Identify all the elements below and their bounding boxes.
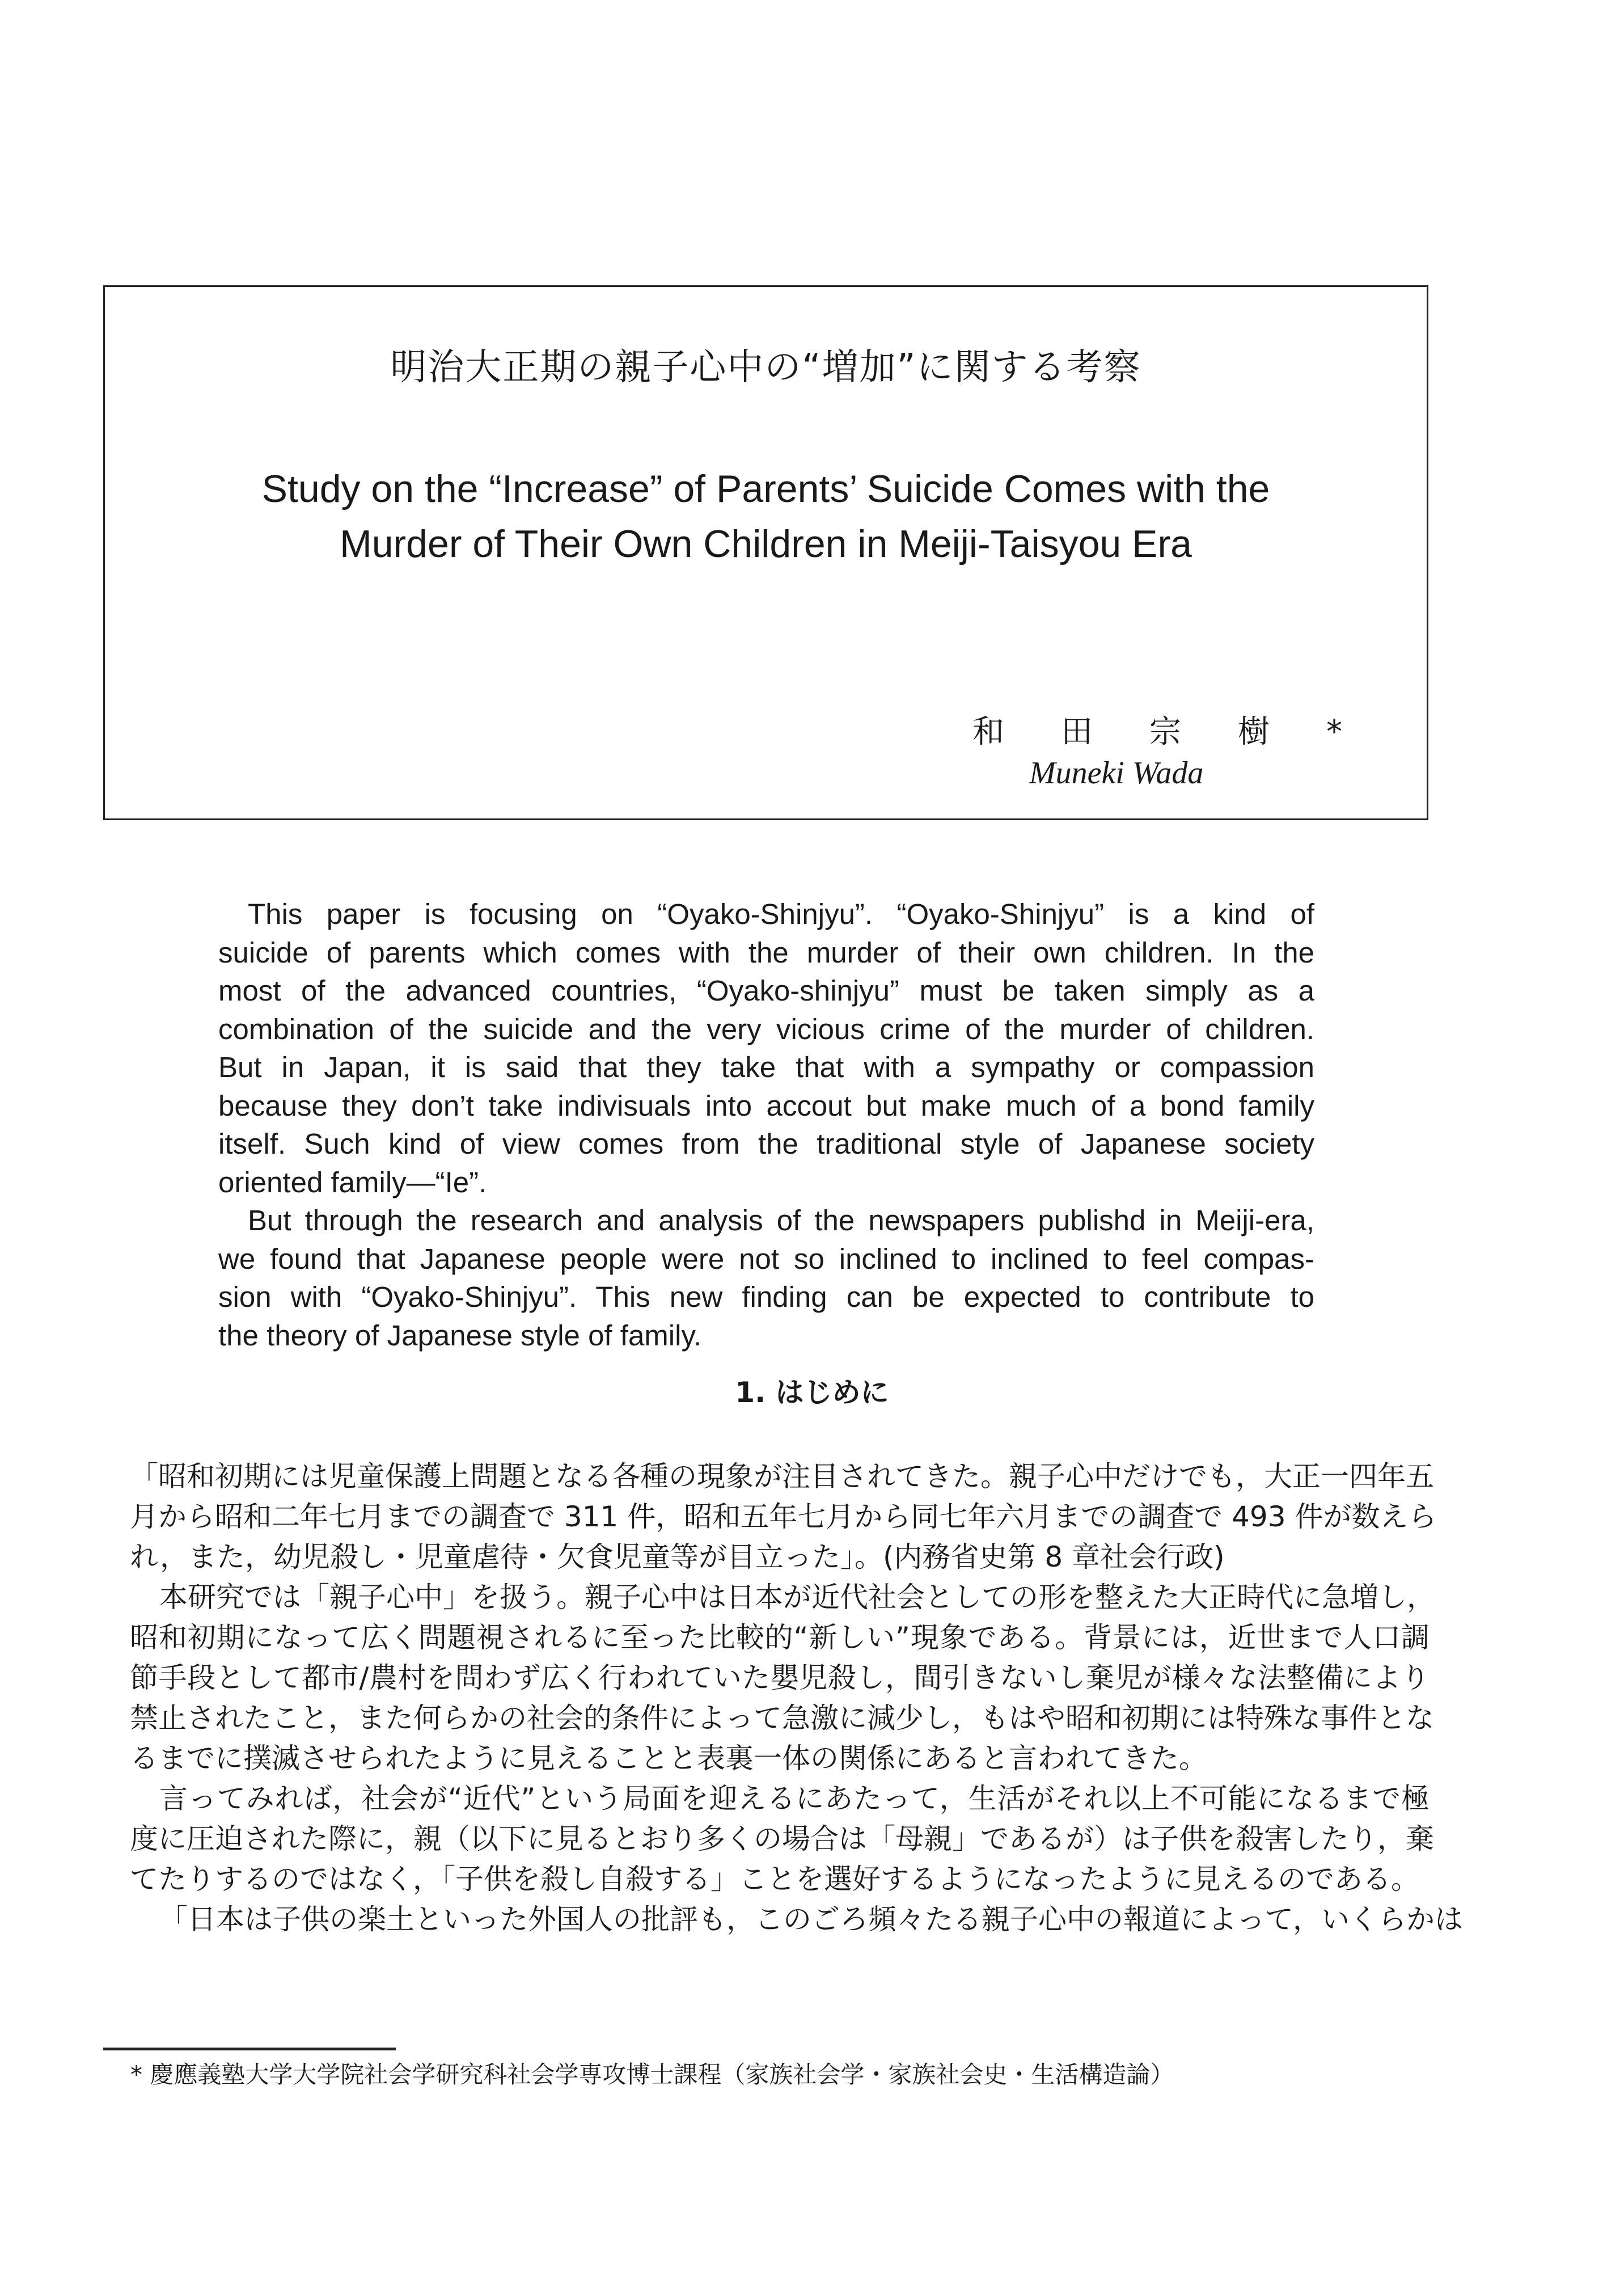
text-line: This paper is focusing on “Oyako-Shinjyu”. “Oyako-Shinjyu” is a kind of — [248, 898, 1314, 930]
text-line: But in Japan, it is said that they take that with a sympathy or compassion — [218, 1051, 1314, 1083]
text-line: 度に圧迫された際に，親（以下に見るとおり多くの場合は「母親」であるが）は子供を殺害したり，棄 — [130, 1822, 1434, 1855]
text-line: るまでに撲滅させられたように見えることと表裏一体の関係にあると言われてきた。 — [130, 1742, 1207, 1775]
title-english-line: Murder of Their Own Children in Meiji-Taisyou Era — [340, 522, 1192, 565]
footnote-divider — [103, 2048, 396, 2050]
text-line: we found that Japanese people were not so inclined to inclined to feel compas- — [218, 1242, 1314, 1275]
text-line: oriented family—“Ie”. — [218, 1166, 487, 1198]
text-line: sion with “Oyako-Shinjyu”. This new finding can be expected to contribute to — [218, 1281, 1314, 1313]
text-line: suicide of parents which comes with the murder of their own children. In the — [218, 936, 1314, 969]
text-line: the theory of Japanese style of family. — [218, 1319, 702, 1352]
text-line: 本研究では「親子心中」を扱う。親子心中は日本が近代社会としての形を整えた大正時代に急増し， — [159, 1581, 1435, 1614]
text-line: 節手段として都市/農村を問わず広く行われていた嬰児殺し，間引きないし棄児が様々な法整備により — [130, 1661, 1430, 1694]
section-heading: 1. はじめに — [735, 1376, 889, 1409]
author-japanese: 和田宗樹* — [972, 714, 1399, 750]
text-line: combination of the suicide and the very vicious crime of the murder of children. — [218, 1012, 1314, 1045]
text-line: てたりするのではなく，「子供を殺し自殺する」ことを選好するようになったように見えるのである。 — [130, 1863, 1419, 1896]
title-english-line: Study on the “Increase” of Parents’ Suicide Comes with the — [261, 467, 1270, 510]
text-line: 月から昭和二年七月までの調査で 311 件，昭和五年七月から同七年六月までの調査で 493 件が数えら — [130, 1500, 1437, 1533]
body-text — [130, 1457, 1463, 1940]
text-line: 言ってみれば，社会が“近代”という局面を迎えるにあたって，生活がそれ以上不可能になるまで極 — [159, 1782, 1430, 1815]
abstract — [218, 895, 1314, 1354]
text-line: most of the advanced countries, “Oyako-shinjyu” must be taken simply as a — [218, 974, 1314, 1007]
author-english: Muneki Wada — [1029, 756, 1204, 791]
footnote: * 慶應義塾大学大学院社会学研究科社会学専攻博士課程（家族社会学・家族社会史・生活構造論） — [130, 2061, 1174, 2088]
text-line: れ，また，幼児殺し・児童虐待・欠食児童等が目立った」。(内務省史第 8 章社会行政) — [130, 1540, 1225, 1573]
text-line: because they don’t take indivisuals into accout but make much of a bond family — [218, 1089, 1314, 1122]
text-line: 昭和初期になって広く問題視されるに至った比較的“新しい”現象である。背景には，近世まで人口調 — [130, 1621, 1430, 1654]
title-english — [105, 462, 1427, 572]
text-line: But through the research and analysis of the newspapers publishd in Meiji-era, — [248, 1204, 1314, 1236]
title-japanese: 明治大正期の親子心中の“増加”に関する考察 — [390, 347, 1141, 389]
text-line: 禁止されたこと，また何らかの社会的条件によって急激に減少し，もはや昭和初期には特殊な事件とな — [130, 1702, 1434, 1734]
text-line: itself. Such kind of view comes from the traditional style of Japanese society — [218, 1128, 1314, 1160]
title-box — [103, 285, 1428, 820]
text-line: 「日本は子供の楽土といった外国人の批評も，このごろ頻々たる親子心中の報道によって，いくらかは — [159, 1903, 1463, 1936]
text-line: 「昭和初期には児童保護上問題となる各種の現象が注目されてきた。親子心中だけでも，大正一四年五 — [130, 1460, 1434, 1493]
